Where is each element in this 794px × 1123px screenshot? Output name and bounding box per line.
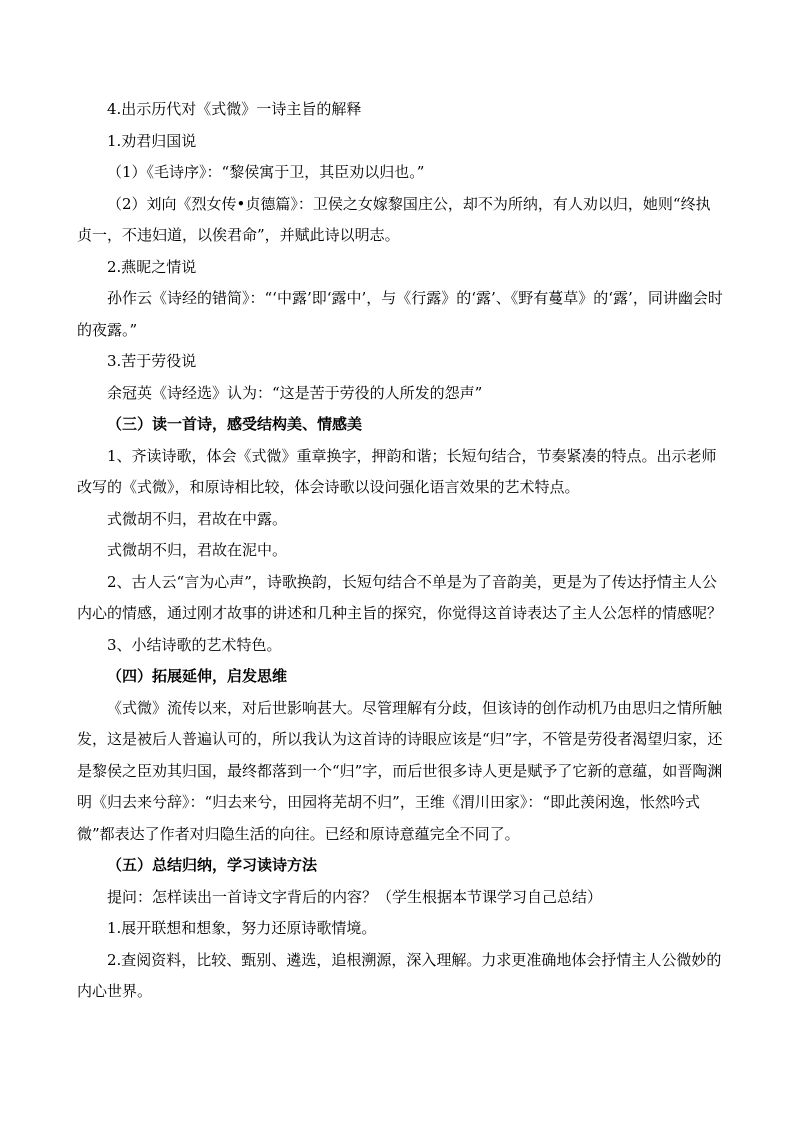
theory-1-title: 1.劝君归国说 xyxy=(107,131,197,150)
rewritten-verse-2: 式微胡不归，君故在泥中。 xyxy=(107,541,288,559)
theory-1-citation-1: （1）《毛诗序》：“黎侯寓于卫，其臣劝以归也。” xyxy=(107,163,425,181)
section-4-paragraph: 《式微》流传以来，对后世影响甚大。尽管理解有分歧，但该诗的创作动机乃由思归之情所触发，这是被后人普遍认可的，所以我认为这首诗的诗眼应该是“归”字，不管是劳役者渴望归家，还是黎侯之臣劝其归国，最终都落到一个“归”字，而后世很多诗人更是赋予了它新的意蕴，如晋陶渊明《归去来兮辞》：“归去来兮，田园将芜胡不归”，王维《渭川田家》：“即此羡闲逸，怅然吟式微”都表达了作者对归隐生活的向往。已经和原诗意蕴完全不同了。 xyxy=(77,698,723,843)
theory-3-title: 3.苦于劳役说 xyxy=(107,352,197,370)
section-5-point-1: 1.展开联想和想象，努力还原诗歌情境。 xyxy=(107,919,377,937)
theory-2-title: 2.燕昵之情说 xyxy=(107,257,197,276)
section-5-question: 提问：怎样读出一首诗文字背后的内容？（学生根据本节课学习自己总结） xyxy=(107,887,603,906)
section-3-item-3: 3、小结诗歌的艺术特色。 xyxy=(107,635,282,654)
section-3-item-2: 2、古人云“言为心声”，诗歌换韵，长短句结合不单是为了音韵美，更是为了传达抒情主人公内心的情感，通过刚才故事的讲述和几种主旨的探究，你觉得这首诗表达了主人公怎样的情感呢？ xyxy=(77,572,723,622)
section-4-heading: （四）拓展延伸，启发思维 xyxy=(107,667,288,685)
rewritten-verse-1: 式微胡不归，君故在中露。 xyxy=(107,509,288,528)
section-3-heading: （三）读一首诗，感受结构美、情感美 xyxy=(107,415,363,433)
section-5-point-2: 2.查阅资料，比较、甄别、遴选，追根溯源，深入理解。力求更准确地体会抒情主人公微妙的内心世界。 xyxy=(77,950,722,1000)
theory-2-citation: 孙作云《诗经的错简》：“‘中露’即‘露中’，与《行露》的‘露’、《野有蔓草》的‘露’，同讲幽会时的夜露。” xyxy=(77,289,723,339)
section-5-heading: （五）总结归纳，学习读诗方法 xyxy=(107,856,318,874)
document-body xyxy=(77,94,723,1008)
section-item-4-title: 4.出示历代对《式微》一诗主旨的解释 xyxy=(107,100,362,118)
theory-1-citation-2: （2）刘向《烈女传•贞德篇》：卫侯之女嫁黎国庄公，却不为所纳，有人劝以归，她则“终执贞一，不违妇道，以俟君命”，并赋此诗以明志。 xyxy=(77,194,711,244)
section-3-item-1: 1、齐读诗歌，体会《式微》重章换字，押韵和谐；长短句结合，节奏紧凑的特点。出示老师改写的《式微》，和原诗相比较，体会诗歌以设问强化语言效果的艺术特点。 xyxy=(77,446,717,496)
theory-3-citation: 余冠英《诗经选》认为：“这是苦于劳役的人所发的怨声” xyxy=(107,383,483,402)
